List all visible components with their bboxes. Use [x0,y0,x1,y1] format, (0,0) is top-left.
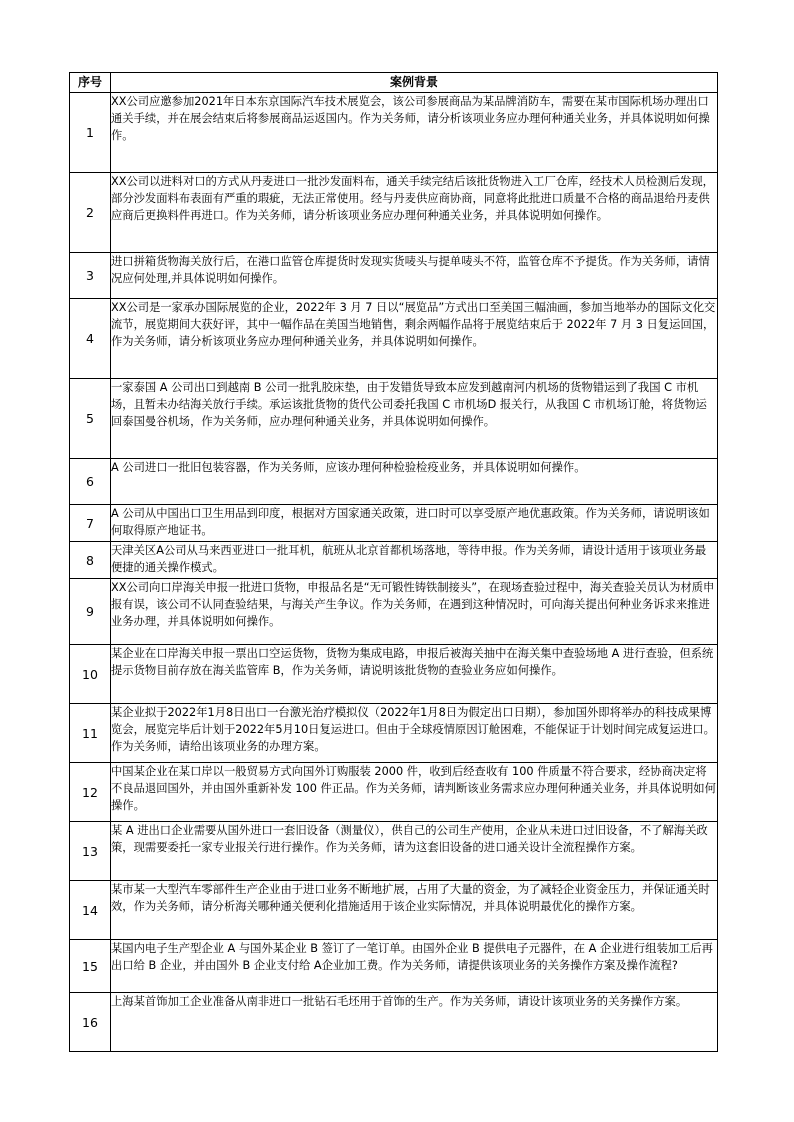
table-row [70,993,718,1052]
row-index: 9 [70,579,111,645]
table-row [70,379,718,459]
table-row [70,542,718,579]
header-case-background: 案例背景 [111,73,718,93]
row-case-text: 一家泰国 A 公司出口到越南 B 公司一批乳胶床垫，由于发错货导致本应发到越南河内机场的货物错运到了我国 C 市机场，且暂未办结海关放行手续。承运该批货物的货代公司委托我国 C 市机场D 报关行，从我国 C 市机场订舱，将货物运回泰国曼谷机场，作为关务师，应办理何种通关业务，并具体说明如何操作。 [111,379,718,459]
row-index: 14 [70,881,111,940]
row-index: 12 [70,763,111,822]
row-case-text: A 公司进口一批旧包装容器，作为关务师，应该办理何种检验检疫业务，并具体说明如何操作。 [111,459,718,505]
row-case-text: XX公司应邀参加2021年日本东京国际汽车技术展览会，该公司参展商品为某品牌消防车，需要在某市国际机场办理出口通关手续，并在展会结束后将参展商品运返国内。作为关务师，请分析该项业务应办理何种通关业务，并具体说明如何操作。 [111,93,718,173]
table-row [70,93,718,173]
row-case-text: 某企业在口岸海关申报一票出口空运货物，货物为集成电路，申报后被海关抽中在海关集中查验场地 A 进行查验，但系统提示货物目前存放在海关监管库 B，作为关务师，请说明该批货物的查验业务应如何操作。 [111,645,718,704]
table-row [70,253,718,299]
table-row [70,299,718,379]
row-index: 4 [70,299,111,379]
row-case-text: 中国某企业在某口岸以一般贸易方式向国外订购服装 2000 件，收到后经查收有 100 件质量不符合要求，经协商决定将不良品退回国外，并由国外重新补发 100 件正品。作为关务师，请判断该业务需求应办理何种通关业务，并具体说明如何操作。 [111,763,718,822]
table-row [70,645,718,704]
row-case-text: 天津关区A公司从马来西亚进口一批耳机，航班从北京首都机场落地，等待申报。作为关务师，请设计适用于该项业务最便捷的通关操作模式。 [111,542,718,579]
row-index: 6 [70,459,111,505]
table-row [70,940,718,993]
row-case-text: XX公司以进料对口的方式从丹麦进口一批沙发面料布，通关手续完结后该批货物进入工厂仓库，经技术人员检测后发现，部分沙发面料布表面有严重的瑕疵，无法正常使用。经与丹麦供应商协商，同意将此批进口质量不合格的商品退给丹麦供应商后更换料件再进口。作为关务师，请分析该项业务应办理何种通关业务，并具体说明如何操作。 [111,173,718,253]
table-row [70,881,718,940]
row-case-text: 某 A 进出口企业需要从国外进口一套旧设备（测量仪），供自己的公司生产使用，企业从未进口过旧设备，不了解海关政策，现需要委托一家专业报关行进行操作。作为关务师，请为这套旧设备的进口通关设计全流程操作方案。 [111,822,718,881]
row-index: 15 [70,940,111,993]
row-index: 11 [70,704,111,763]
row-index: 5 [70,379,111,459]
row-case-text: 上海某首饰加工企业准备从南非进口一批钻石毛坯用于首饰的生产。作为关务师，请设计该项业务的关务操作方案。 [111,993,718,1052]
row-index: 3 [70,253,111,299]
case-table [69,72,718,1052]
row-index: 7 [70,505,111,542]
row-case-text: 某市某一大型汽车零部件生产企业由于进口业务不断地扩展，占用了大量的资金，为了减轻企业资金压力，并保证通关时效，作为关务师，请分析海关哪种通关便利化措施适用于该企业实际情况，并具体说明最优化的操作方案。 [111,881,718,940]
row-case-text: A 公司从中国出口卫生用品到印度，根据对方国家通关政策，进口时可以享受原产地优惠政策。作为关务师，请说明该如何取得原产地证书。 [111,505,718,542]
header-index: 序号 [70,73,111,93]
row-case-text: 某国内电子生产型企业 A 与国外某企业 B 签订了一笔订单。由国外企业 B 提供电子元器件，在 A 企业进行组装加工后再出口给 B 企业，并由国外 B 企业支付给 A企业加工费。作为关务师，请提供该项业务的关务操作方案及操作流程? [111,940,718,993]
table-row [70,173,718,253]
row-index: 1 [70,93,111,173]
table-header-row [70,73,718,93]
row-case-text: XX公司是一家承办国际展览的企业，2022年 3 月 7 日以“展览品”方式出口至美国三幅油画，参加当地举办的国际文化交流节，展览期间大获好评，其中一幅作品在美国当地销售，剩余两幅作品将于展览结束后于 2022年 7 月 3 日复运回国，作为关务师，请分析该项业务应办理何种通关业务，并具体说明如何操作。 [111,299,718,379]
row-index: 8 [70,542,111,579]
row-case-text: XX公司向口岸海关申报一批进口货物，申报品名是“无可锻性铸铁制接头”，在现场查验过程中，海关查验关员认为材质申报有误，该公司不认同查验结果，与海关产生争议。作为关务师，在遇到这种情况时，可向海关提出何种业务诉求来推进业务办理，并具体说明如何操作。 [111,579,718,645]
table-row [70,459,718,505]
row-index: 13 [70,822,111,881]
row-case-text: 进口拼箱货物海关放行后，在港口监管仓库提货时发现实货唛头与提单唛头不符，监管仓库不予提货。作为关务师，请情况应何处理,并具体说明如何操作。 [111,253,718,299]
table-row [70,704,718,763]
row-index: 10 [70,645,111,704]
row-index: 16 [70,993,111,1052]
table-row [70,763,718,822]
table-row [70,505,718,542]
table-row [70,822,718,881]
row-case-text: 某企业拟于2022年1月8日出口一台激光治疗模拟仪（2022年1月8日为假定出口日期），参加国外即将举办的科技成果博览会，展览完毕后计划于2022年5月10日复运进口。但由于全球疫情原因订舱困难，不能保证于计划时间完成复运进口。作为关务师，请给出该项业务的办理方案。 [111,704,718,763]
row-index: 2 [70,173,111,253]
table-row [70,579,718,645]
